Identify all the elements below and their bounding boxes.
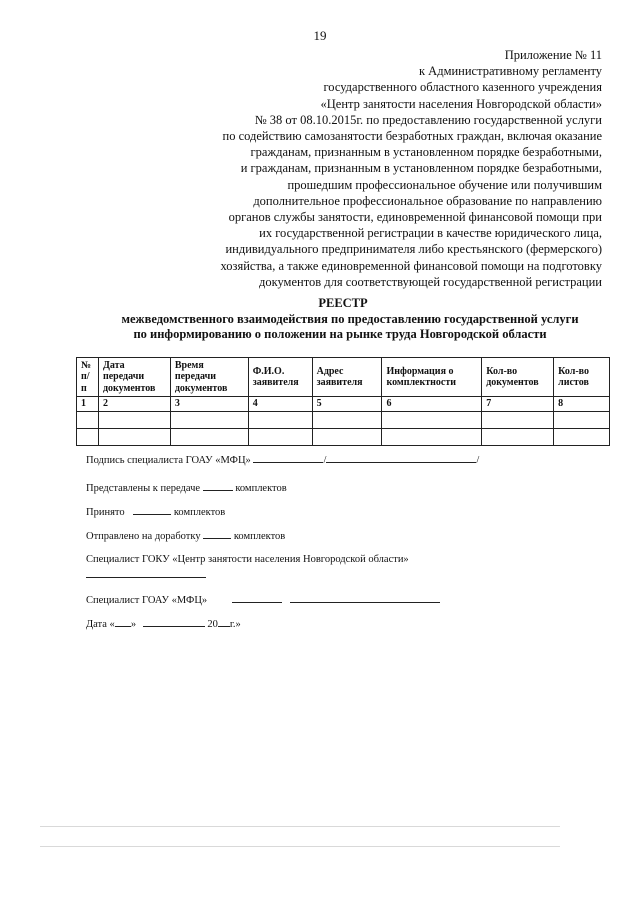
goau-specialist-label: Специалист ГОАУ «МФЦ» <box>86 595 208 606</box>
date-quote: » <box>130 619 137 630</box>
table-cell <box>554 428 610 445</box>
accepted-line <box>86 504 225 518</box>
goku-signature-blank <box>86 576 206 578</box>
transfer-suffix: комплектов <box>235 483 287 494</box>
table-cell <box>98 428 170 445</box>
column-header-fio: Ф.И.О. заявителя <box>248 358 312 397</box>
column-number: 7 <box>482 397 554 412</box>
column-header-address: Адрес заявителя <box>312 358 382 397</box>
scan-artifact-line <box>40 846 560 847</box>
table-cell <box>382 411 482 428</box>
goau-name-blank <box>290 592 440 603</box>
signature-slash: / <box>476 455 480 466</box>
table-cell <box>77 428 99 445</box>
goku-specialist-label: Специалист ГОКУ «Центр занятости населения Новгородской области» <box>86 554 409 565</box>
appendix-line: их государственной регистрации в качестве юридического лица, <box>259 226 602 241</box>
appendix-line: органов службы занятости, единовременной финансовой помощи при <box>228 210 602 225</box>
table-cell <box>170 428 248 445</box>
rework-label: Отправлено на доработку <box>86 531 201 542</box>
date-year: 20 <box>207 619 218 630</box>
table-header-row <box>77 358 610 397</box>
mfc-signature-line <box>86 452 479 466</box>
table-cell <box>248 411 312 428</box>
register-subtitle-line2: по информированию о положении на рынке труда Новгородской области <box>133 327 547 341</box>
appendix-line: документов для соответствующей государственной регистрации <box>258 274 602 289</box>
date-month-blank <box>143 616 205 627</box>
register-title-block <box>0 296 640 343</box>
appendix-line: и гражданам, признанным в установленном порядке безработными, <box>240 161 602 176</box>
date-suffix: г.» <box>229 619 241 630</box>
table-cell <box>482 428 554 445</box>
table-cell <box>77 411 99 428</box>
appendix-line: индивидуального предпринимателя либо крестьянского (фермерского) <box>225 242 602 257</box>
rework-count-blank <box>203 528 231 539</box>
column-number: 4 <box>248 397 312 412</box>
accepted-count-blank <box>133 504 171 515</box>
appendix-line: гражданам, признанным в установленном порядке безработными, <box>250 145 602 160</box>
mfc-signature-label: Подпись специалиста ГОАУ «МФЦ» <box>86 455 251 466</box>
table-cell <box>312 428 382 445</box>
accepted-suffix: комплектов <box>173 507 226 518</box>
column-number: 6 <box>382 397 482 412</box>
goku-specialist-line <box>86 554 409 565</box>
table-cell <box>170 411 248 428</box>
date-day-blank <box>115 616 131 627</box>
appendix-line: «Центр занятости населения Новгородской области» <box>320 96 602 111</box>
rework-suffix: комплектов <box>233 531 286 542</box>
column-number: 3 <box>170 397 248 412</box>
table-cell <box>248 428 312 445</box>
column-header-date: Дата передачи документов <box>98 358 170 397</box>
date-line <box>86 616 241 630</box>
column-number: 1 <box>77 397 99 412</box>
accepted-label: Принято <box>86 507 125 518</box>
register-title: РЕЕСТР <box>318 296 368 310</box>
transfer-count-blank <box>203 480 233 491</box>
appendix-line: Приложение № 11 <box>504 48 602 62</box>
date-label: Дата « <box>86 619 115 630</box>
column-number: 5 <box>312 397 382 412</box>
date-year-blank <box>218 616 230 627</box>
table-cell <box>98 411 170 428</box>
signature-blank <box>253 452 323 463</box>
table-cell <box>312 411 382 428</box>
appendix-line: № 38 от 08.10.2015г. по предоставлению государственной услуги <box>254 112 602 127</box>
appendix-line: дополнительное профессиональное образование по направлению <box>253 193 602 208</box>
appendix-line: хозяйства, а также единовременной финансовой помощи на подготовку <box>220 258 602 273</box>
column-header-number: № п/п <box>77 358 99 397</box>
appendix-line: прошедшим профессиональное обучение или получившим <box>287 177 602 192</box>
rework-line <box>86 528 285 542</box>
appendix-header <box>172 47 602 290</box>
table-cell <box>482 411 554 428</box>
table-row <box>77 428 610 445</box>
table-number-row <box>77 397 610 412</box>
table-row <box>77 411 610 428</box>
signature-slash: / <box>323 455 327 466</box>
appendix-line: к Административному регламенту <box>418 64 602 79</box>
table-cell <box>382 428 482 445</box>
column-header-doc-count: Кол-во документов <box>482 358 554 397</box>
name-blank <box>326 452 476 463</box>
column-number: 8 <box>554 397 610 412</box>
goau-specialist-line <box>86 592 440 606</box>
goau-signature-blank <box>232 592 282 603</box>
page-number: 19 <box>313 28 327 43</box>
table-cell <box>554 411 610 428</box>
register-subtitle-line1: межведомственного взаимодействия по предоставлению государственной услуги <box>121 311 579 326</box>
column-header-time: Время передачи документов <box>170 358 248 397</box>
appendix-line: по содействию самозанятости безработных граждан, включая оказание <box>222 129 602 144</box>
appendix-line: государственного областного казенного учреждения <box>323 80 602 95</box>
transfer-line <box>86 480 287 494</box>
scan-artifact-line <box>40 826 560 827</box>
registry-table <box>76 357 610 446</box>
transfer-label: Представлены к передаче <box>86 483 201 494</box>
column-header-sheet-count: Кол-во листов <box>554 358 610 397</box>
column-header-completeness: Информация о комплектности <box>382 358 482 397</box>
column-number: 2 <box>98 397 170 412</box>
